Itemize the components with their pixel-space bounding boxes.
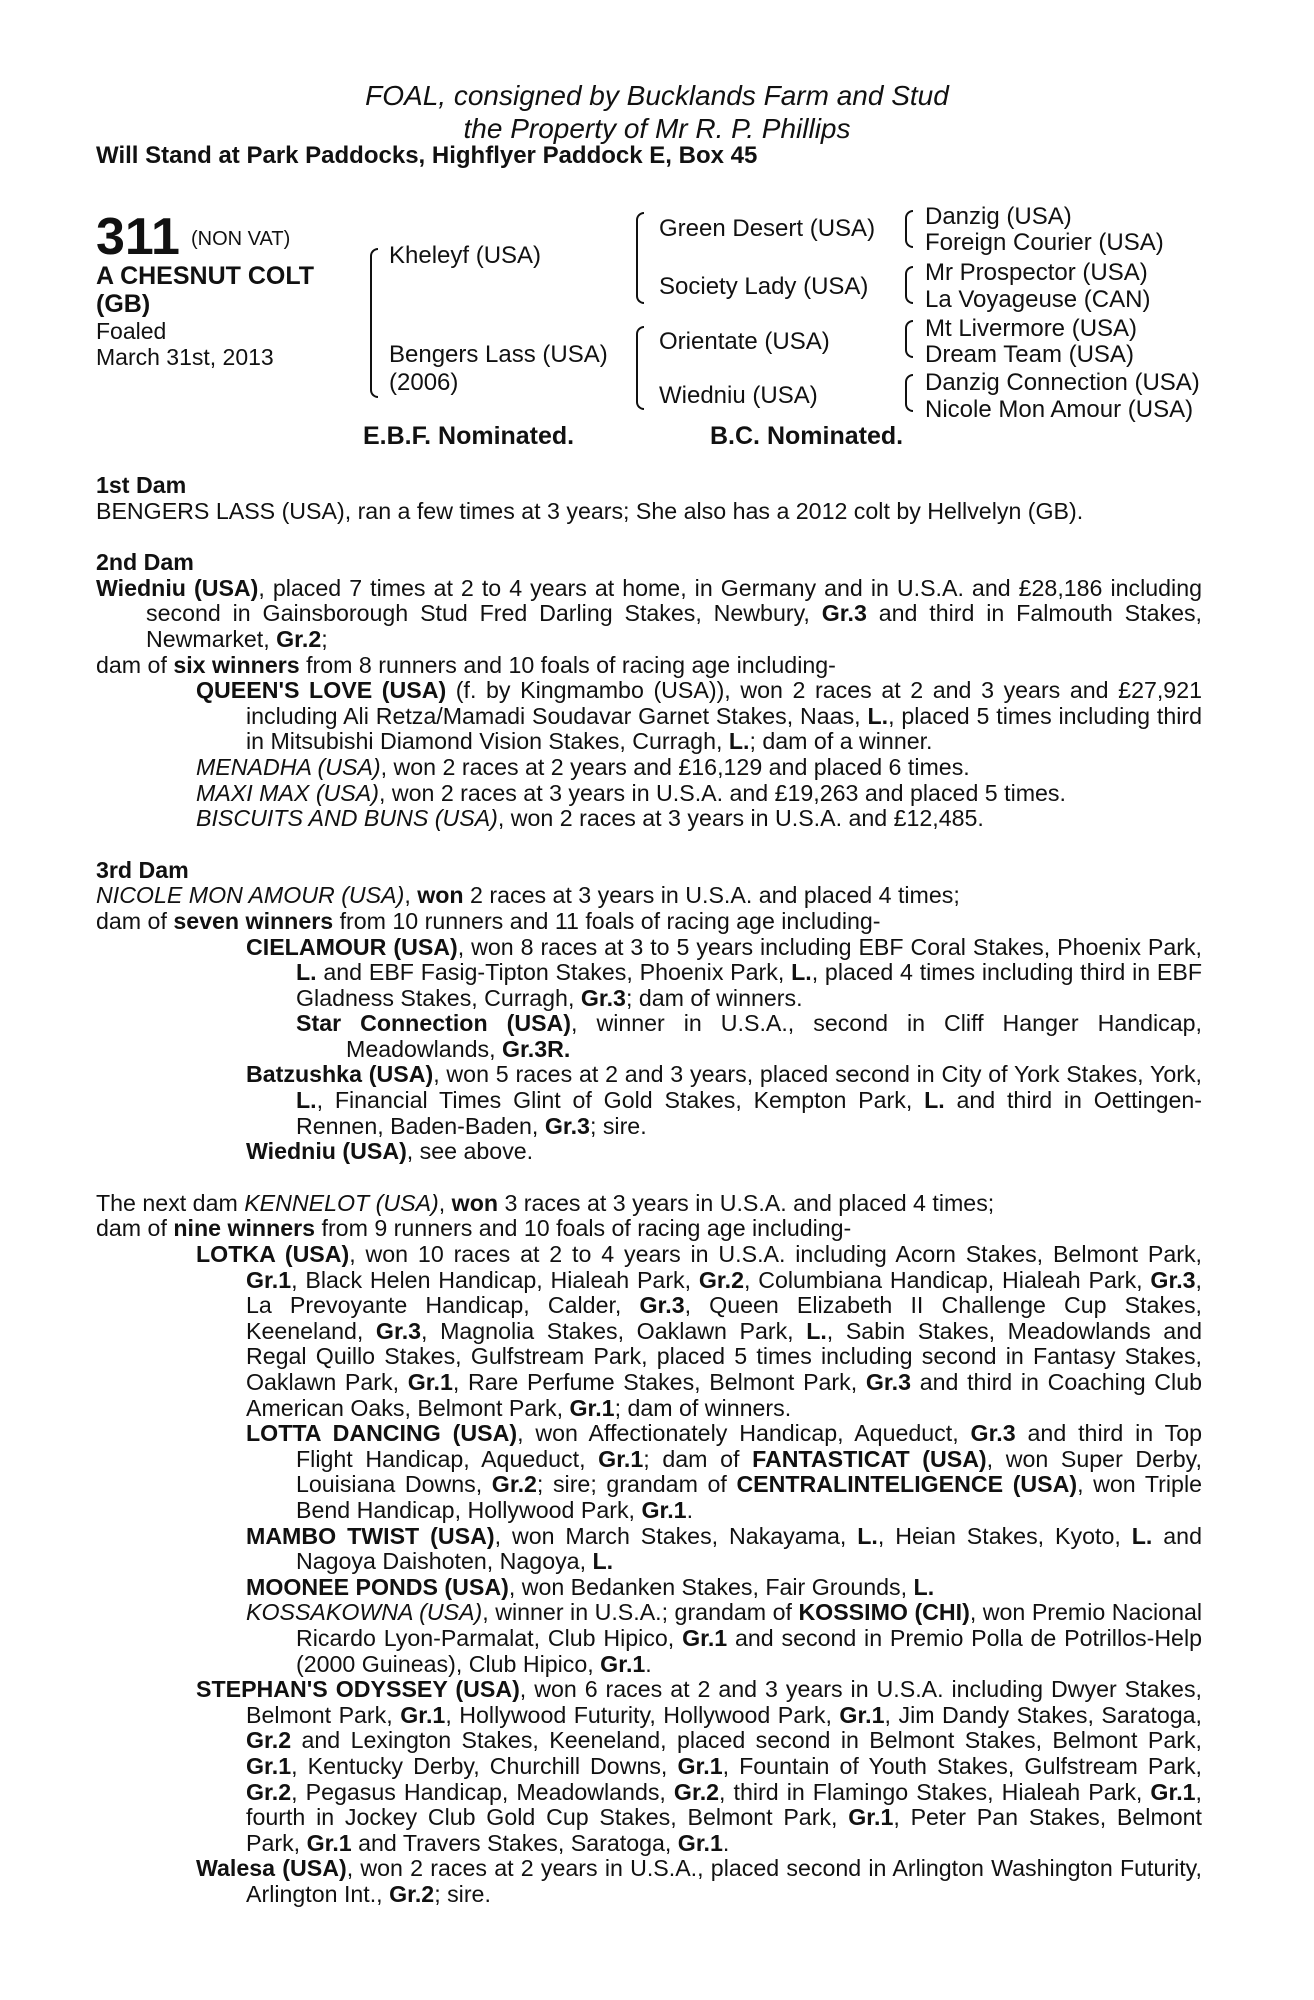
bc-nomination: B.C. Nominated. bbox=[710, 422, 904, 450]
third-dam-produce: dam of seven winners from 10 runners and 11 foals of racing age including- bbox=[96, 907, 881, 934]
pedigree-brace-ss bbox=[905, 210, 913, 248]
horse-name: CIELAMOUR (USA) bbox=[246, 933, 458, 960]
header-line-stand: Will Stand at Park Paddocks, Highflyer Paddock E, Box 45 bbox=[96, 142, 758, 169]
produce-walesa: Walesa (USA), won 2 races at 2 years in U.S.A., placed second in Arlington Washington Futurity, Arlington Int., Gr.2; sire. bbox=[196, 1855, 1202, 1907]
pedigree-brace-gen1 bbox=[370, 248, 378, 398]
horse-name: LOTKA (USA) bbox=[196, 1241, 350, 1268]
produce-lotka: LOTKA (USA), won 10 races at 2 to 4 years in U.S.A. including Acorn Stakes, Belmont Park, Gr.1, Black Helen Handicap, Hialeah Park, Gr.2, Columbiana Handicap, Hialeah Park, Gr.3, La Prevoyante Handicap, Calder, Gr.3, Queen Elizabeth II Challenge Cup Stakes, Keeneland, Gr.3, Magnolia Stakes, Oaklawn Park, L., Sabin Stakes, Meadowlands and Regal Quillo Stakes, Gulfstream Park, placed 5 times including second in Fantasy Stakes, Oaklawn Park, Gr.1, Rare Perfume Stakes, Belmont Park, Gr.3 and third in Coaching Club American Oaks, Belmont Park, Gr.1; dam of winners. bbox=[196, 1241, 1203, 1421]
horse-name: MENADHA (USA) bbox=[196, 753, 381, 780]
pedigree-dam: Bengers Lass (USA) bbox=[389, 341, 608, 368]
pedigree-dss: Mt Livermore (USA) bbox=[925, 315, 1138, 342]
produce-mambo-twist: MAMBO TWIST (USA), won March Stakes, Nakayama, L., Heian Stakes, Kyoto, L. and Nagoya Daishoten, Nagoya, L. bbox=[246, 1522, 1202, 1575]
vat-status: (NON VAT) bbox=[191, 228, 291, 250]
horse-name: LOTTA DANCING (USA) bbox=[246, 1420, 518, 1447]
pedigree-sire: Kheleyf (USA) bbox=[389, 242, 542, 269]
second-dam-heading: 2nd Dam bbox=[96, 549, 194, 576]
produce-queens-love: QUEEN'S LOVE (USA) (f. by Kingmambo (USA)), won 2 races at 2 and 3 years and £27,921 including Ali Retza/Mamadi Soudavar Garnet Stakes, Naas, L., placed 5 times including third in Mitsubishi Diamond Vision Stakes, Curragh, L.; dam of a winner. bbox=[196, 677, 1202, 755]
pedigree-sdd: La Voyageuse (CAN) bbox=[925, 286, 1151, 313]
next-dam-produce: dam of nine winners from 9 runners and 10 foals of racing age including- bbox=[96, 1215, 852, 1242]
produce-star-connection: Star Connection (USA), winner in U.S.A., second in Cliff Hanger Handicap, Meadowlands, Gr.3R. bbox=[296, 1010, 1202, 1062]
second-dam-produce: dam of six winners from 8 runners and 10 foals of racing age including- bbox=[96, 651, 836, 678]
produce-lotta-dancing: LOTTA DANCING (USA), won Affectionately Handicap, Aqueduct, Gr.3 and third in Top Flight Handicap, Aqueduct, Gr.1; dam of FANTASTICAT (USA), won Super Derby, Louisiana Downs, Gr.2; sire; grandam of CENTRALINTELIGENCE (USA), won Triple Bend Handicap, Hollywood Park, Gr.1. bbox=[246, 1420, 1202, 1523]
horse-name: QUEEN'S LOVE (USA) bbox=[196, 677, 447, 704]
header-line-consignor: FOAL, consigned by Bucklands Farm and Stud bbox=[365, 80, 949, 111]
horse-name: STEPHAN'S ODYSSEY (USA) bbox=[196, 1676, 520, 1703]
foaled-date: March 31st, 2013 bbox=[96, 344, 274, 370]
pedigree-brace-dam bbox=[636, 326, 644, 410]
pedigree-dam-year: (2006) bbox=[389, 369, 459, 396]
produce-maxi-max: MAXI MAX (USA), won 2 races at 3 years in U.S.A. and £19,263 and placed 5 times. bbox=[196, 779, 1066, 806]
produce-batzushka: Batzushka (USA), won 5 races at 2 and 3 years, placed second in City of York Stakes, York, L., Financial Times Glint of Gold Stakes, Kempton Park, L. and third in Oettingen-Rennen, Baden-Baden, Gr.3; sire. bbox=[246, 1061, 1202, 1139]
pedigree-brace-dd bbox=[905, 374, 913, 412]
second-dam-entry: Wiedniu (USA), placed 7 times at 2 to 4 years at home, in Germany and in U.S.A. and £28,186 including second in Gainsborough Stud Fred Darling Stakes, Newbury, Gr.3 and third in Falmouth Stakes, Newmarket, Gr.2; bbox=[96, 574, 1203, 652]
pedigree-dam-sire: Orientate (USA) bbox=[659, 328, 830, 355]
pedigree-brace-ds bbox=[905, 320, 913, 358]
lot-name: A CHESNUT COLT bbox=[96, 262, 315, 290]
pedigree-brace-sire bbox=[636, 212, 644, 304]
pedigree-brace-sd bbox=[905, 266, 913, 304]
pedigree-sire-sire: Green Desert (USA) bbox=[659, 215, 876, 242]
horse-name: KOSSAKOWNA (USA) bbox=[246, 1599, 483, 1626]
produce-biscuits-and-buns: BISCUITS AND BUNS (USA), won 2 races at 3 years in U.S.A. and £12,485. bbox=[196, 805, 984, 832]
pedigree-sire-dam: Society Lady (USA) bbox=[659, 273, 869, 300]
lot-number: 311 bbox=[96, 208, 180, 266]
produce-stephans-odyssey: STEPHAN'S ODYSSEY (USA), won 6 races at 2 and 3 years in U.S.A. including Dwyer Stakes, Belmont Park, Gr.1, Hollywood Futurity, Hollywood Park, Gr.1, Jim Dandy Stakes, Saratoga, Gr.2 and Lexington Stakes, Keeneland, placed second in Belmont Stakes, Belmont Park, Gr.1, Kentucky Derby, Churchill Downs, Gr.1, Fountain of Youth Stakes, Gulfstream Park, Gr.2, Pegasus Handicap, Meadowlands, Gr.2, third in Flamingo Stakes, Hialeah Park, Gr.1, fourth in Jockey Club Gold Cup Stakes, Belmont Park, Gr.1, Peter Pan Stakes, Belmont Park, Gr.1 and Travers Stakes, Saratoga, Gr.1. bbox=[196, 1676, 1203, 1856]
header-line-property: the Property of Mr R. P. Phillips bbox=[463, 113, 851, 144]
horse-name: MAMBO TWIST (USA) bbox=[246, 1522, 495, 1549]
horse-name: KENNELOT (USA) bbox=[244, 1189, 439, 1216]
produce-menadha: MENADHA (USA), won 2 races at 2 years and £16,129 and placed 6 times. bbox=[196, 753, 970, 780]
horse-name: Batzushka (USA) bbox=[246, 1061, 434, 1088]
pedigree-ddd: Nicole Mon Amour (USA) bbox=[925, 396, 1194, 423]
horse-name: MAXI MAX (USA) bbox=[196, 779, 379, 806]
pedigree-sds: Mr Prospector (USA) bbox=[925, 259, 1148, 286]
foaled-label: Foaled bbox=[96, 318, 167, 344]
horse-name: Walesa (USA) bbox=[196, 1855, 347, 1882]
pedigree-dsd: Dream Team (USA) bbox=[925, 341, 1134, 368]
produce-kossakowna: KOSSAKOWNA (USA), winner in U.S.A.; grandam of KOSSIMO (CHI), won Premio Nacional Ricardo Lyon-Parmalat, Club Hipico, Gr.1 and second in Premio Polla de Potrillos-Help (2000 Guineas), Club Hipico, Gr.1. bbox=[246, 1599, 1203, 1677]
produce-wiedniu: Wiedniu (USA), see above. bbox=[246, 1138, 534, 1165]
horse-name: BISCUITS AND BUNS (USA) bbox=[196, 805, 498, 832]
horse-name: Wiedniu (USA) bbox=[246, 1138, 407, 1165]
horse-name: MOONEE PONDS (USA) bbox=[246, 1573, 509, 1600]
pedigree-dds: Danzig Connection (USA) bbox=[925, 369, 1200, 396]
produce-cielamour: CIELAMOUR (USA), won 8 races at 3 to 5 years including EBF Coral Stakes, Phoenix Park, L. and EBF Fasig-Tipton Stakes, Phoenix Park, L., placed 4 times including third in EBF Gladness Stakes, Curragh, Gr.3; dam of winners. bbox=[246, 933, 1202, 1011]
first-dam-text: BENGERS LASS (USA), ran a few times at 3 years; She also has a 2012 colt by Hellvelyn (GB). bbox=[96, 497, 1084, 524]
pedigree-ssd: Foreign Courier (USA) bbox=[925, 229, 1164, 256]
ebf-nomination: E.B.F. Nominated. bbox=[363, 422, 575, 450]
horse-name: Wiedniu (USA) bbox=[96, 574, 259, 601]
catalogue-body bbox=[96, 473, 1202, 1907]
third-dam-entry: NICOLE MON AMOUR (USA), won 2 races at 3 years in U.S.A. and placed 4 times; bbox=[96, 882, 960, 909]
next-dam-entry: The next dam KENNELOT (USA), won 3 races at 3 years in U.S.A. and placed 4 times; bbox=[96, 1189, 995, 1216]
horse-name: NICOLE MON AMOUR (USA) bbox=[96, 882, 405, 909]
lot-name-country: (GB) bbox=[96, 290, 151, 318]
horse-name: Star Connection (USA) bbox=[296, 1010, 572, 1037]
pedigree-sss: Danzig (USA) bbox=[925, 203, 1072, 230]
first-dam-heading: 1st Dam bbox=[96, 472, 187, 498]
pedigree-dam-dam: Wiedniu (USA) bbox=[659, 382, 818, 409]
third-dam-heading: 3rd Dam bbox=[96, 856, 189, 883]
produce-moonee-ponds: MOONEE PONDS (USA), won Bedanken Stakes, Fair Grounds, L. bbox=[246, 1573, 935, 1600]
